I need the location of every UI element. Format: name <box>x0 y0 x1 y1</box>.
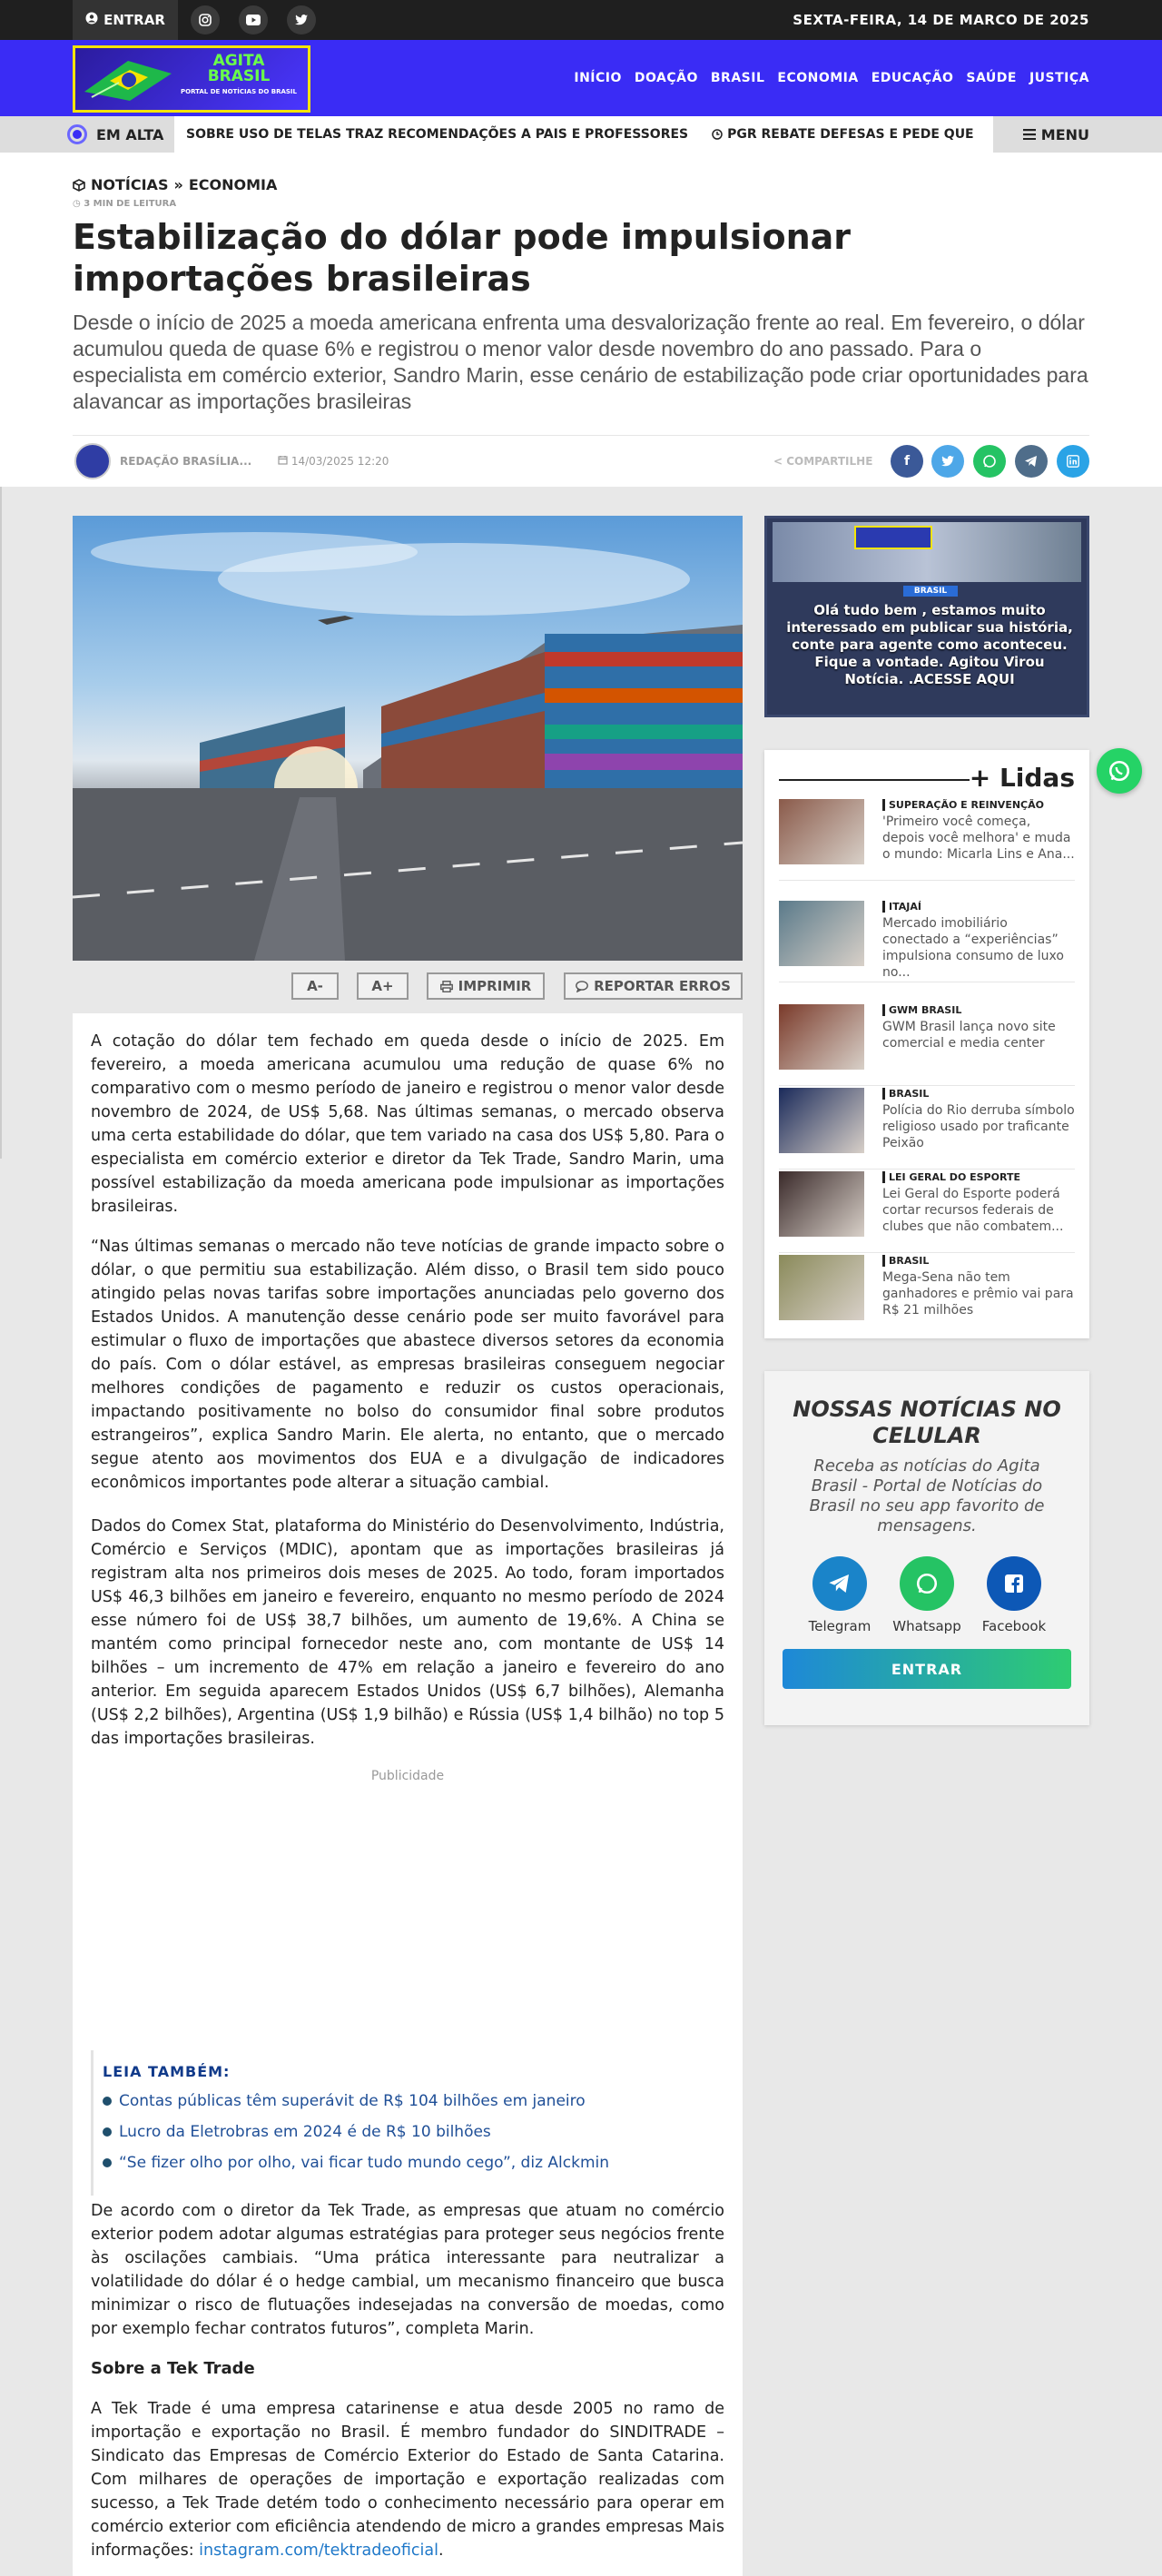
article-title: Estabilização do dólar pode impulsionar importações brasileiras <box>73 217 852 299</box>
user-icon <box>85 12 98 28</box>
share-label: < COMPARTILHE <box>773 455 873 468</box>
most-read-item[interactable]: GWM BRASIL GWM Brasil lança novo site comercial e media center <box>779 1004 1075 1086</box>
author-avatar[interactable] <box>74 443 111 479</box>
whatsapp-icon <box>900 1556 954 1611</box>
most-read-item[interactable]: BRASIL Polícia do Rio derruba símbolo religioso usado por traficante Peixão <box>779 1088 1075 1170</box>
menu-button[interactable]: MENU <box>1023 116 1089 153</box>
breadcrumb-separator: » <box>173 176 183 193</box>
site-logo[interactable] <box>73 45 310 113</box>
related-link[interactable]: “Se fizer olho por olho, vai ficar tudo mundo cego”, diz Alckmin <box>103 2154 609 2172</box>
login-button[interactable] <box>73 0 178 40</box>
sidebar-banner[interactable] <box>764 516 1089 717</box>
most-read-widget <box>764 750 1089 1338</box>
logo-subtitle: PORTAL DE NOTÍCIAS DO BRASIL <box>180 88 297 95</box>
publish-date: 14/03/2025 12:20 <box>278 455 389 468</box>
most-read-item[interactable]: SUPERAÇÃO E REINVENÇÃO 'Primeiro você começa, depois você melhora' e muda o mundo: Micarla Lins e Ana... <box>779 799 1075 881</box>
logo-mark-icon <box>83 55 173 104</box>
nav-item-inicio[interactable]: INÍCIO <box>574 71 622 85</box>
floating-whatsapp-icon[interactable] <box>1097 748 1142 794</box>
related-link[interactable]: Lucro da Eletrobras em 2024 é de R$ 10 bilhões <box>103 2123 491 2141</box>
print-icon <box>440 981 453 992</box>
main-nav <box>574 40 1089 116</box>
instagram-link[interactable]: instagram.com/tektradeoficial <box>199 2541 438 2560</box>
ad-label: Publicidade <box>370 1769 445 1783</box>
related-title: LEIA TAMBÉM: <box>103 2063 231 2080</box>
nav-item-economia[interactable]: ECONOMIA <box>777 71 859 85</box>
most-read-title: + Lidas <box>969 763 1075 793</box>
comment-icon <box>576 981 588 992</box>
telegram-icon <box>812 1556 867 1611</box>
facebook-share-icon[interactable]: f <box>891 445 923 478</box>
twitter-icon[interactable] <box>287 5 316 35</box>
clock-icon <box>712 129 723 140</box>
twitter-share-icon[interactable] <box>931 445 964 478</box>
article-paragraph: A cotação do dólar tem fechado em queda desde o início de 2025. Em fevereiro, a moeda americana acumulou uma redução de quase 6% no comparativo com o mesmo período de janeiro e registrou o menor valor desde novembro de 2024, de US$ 5,68. Nas últimas semanas, o mercado observa uma certa estabilidade do dólar, que tem variado na casa dos US$ 5,80. Para o especialista em comércio exterior e diretor da Tek Trade, Sandro Marin, uma possível estabilização da moeda americana pode impulsionar as importações brasileiras. <box>91 1032 724 1216</box>
breadcrumb-economia[interactable]: ECONOMIA <box>188 176 278 193</box>
whatsapp-app-button[interactable]: Whatsapp <box>886 1556 968 1634</box>
report-errors-button[interactable]: REPORTAR ERROS <box>564 972 743 1000</box>
most-read-item[interactable]: BRASIL Mega-Sena não tem ganhadores e prêmio vai para R$ 21 milhões <box>779 1255 1075 1337</box>
read-time: ◷ 3 MIN DE LEITURA <box>73 199 177 209</box>
facebook-icon <box>987 1556 1041 1611</box>
banner-text: Olá tudo bem , estamos muito interessado em publicar sua história, conte para agente como aconteceu. Fique a vontade. Agitou Virou Notícia. .ACESSE AQUI <box>786 602 1073 687</box>
facebook-app-button[interactable]: Facebook <box>973 1556 1055 1634</box>
instagram-icon[interactable] <box>191 5 220 35</box>
calendar-icon <box>278 455 288 465</box>
breadcrumb <box>73 176 277 193</box>
related-link[interactable]: Contas públicas têm superávit de R$ 104 bilhões em janeiro <box>103 2092 586 2110</box>
news-thumbnail <box>779 901 864 966</box>
article-lead: Desde o início de 2025 a moeda americana enfrenta uma desvalorização frente ao real. Em fevereiro, o dólar acumulou queda de quase 6% e registrou o menor valor desde novembro do ano passado. Para o especialista em comércio exterior, Sandro Marin, esse cenário de estabilização pode criar oportunidades para alavancar as importações brasileiras <box>73 311 1088 413</box>
news-thumbnail <box>779 1171 864 1237</box>
banner-brand: BRASIL <box>903 586 958 597</box>
font-increase-button[interactable]: A+ <box>357 972 409 1000</box>
telegram-share-icon[interactable] <box>1015 445 1048 478</box>
nav-item-saude[interactable]: SAÚDE <box>966 71 1017 85</box>
article-paragraph: Dados do Comex Stat, plataforma do Ministério do Desenvolvimento, Indústria, Comércio e Serviços (MDIC), apontam que as importações brasileiras já registram alta nos primeiros dois meses de 2025. Ao todo, foram importados US$ 46,3 bilhões em janeiro e fevereiro, enquanto no mesmo período de 2024 esse número foi de US$ 38,7 bilhões, um aumento de 19,6%. A China se mantém como principal fornecedor neste ano, com montante de US$ 14 bilhões – um incremento de 47% em relação a janeiro e fevereiro do ano anterior. Em seguida aparecem Estados Unidos (US$ 6,7 bilhões), Alemanha (US$ 2,2 bilhões), Argentina (US$ 1,9 bilhão) e Rússia (US$ 1,4 bilhão) no top 5 das importações brasileiras. <box>91 1517 724 1748</box>
subscribe-title: NOSSAS NOTÍCIAS NO CELULAR <box>793 1397 1061 1448</box>
breadcrumb-noticias[interactable]: NOTÍCIAS <box>91 176 169 193</box>
nav-item-doacao[interactable]: DOAÇÃO <box>634 71 698 85</box>
font-decrease-button[interactable]: A- <box>291 972 339 1000</box>
ticker-item[interactable]: SOBRE USO DE TELAS TRAZ RECOMENDAÇÕES A PAIS E PROFESSORES <box>186 127 689 142</box>
trending-label: EM ALTA <box>67 116 163 153</box>
news-thumbnail <box>779 1004 864 1070</box>
logo-title: AGITA BRASIL <box>207 52 271 85</box>
nav-item-brasil[interactable]: BRASIL <box>710 71 765 85</box>
most-read-item[interactable]: LEI GERAL DO ESPORTE Lei Geral do Esporte poderá cortar recursos federais de clubes que não combatem... <box>779 1171 1075 1253</box>
article-paragraph: “Nas últimas semanas o mercado não teve notícias de grande impacto sobre o dólar, o que permitiu sua estabilização. Além disso, o Brasil tem sido pouco atingido pelas novas tarifas sobre importações anunciadas pelo governo dos Estados Unidos. A manutenção desse cenário pode ser muito favorável para estimular o fluxo de importações que abastece diversos setores da economia do país. Com o dólar estável, as empresas brasileiras conseguem negociar melhores condições de pagamento e reduzir os custos operacionais, impactando positivamente no bolso do consumidor final sobre produtos estrangeiros”, explica Sandro Marin. Ele alerta, no entanto, que o mercado segue atento aos movimentos dos EUA e a divulgação de indicadores econômicos importantes pode alterar a situação cambial. <box>91 1238 724 1492</box>
related-articles <box>91 2050 724 2196</box>
news-thumbnail <box>779 799 864 864</box>
article-header <box>0 153 1162 487</box>
section-heading: Sobre a Tek Trade <box>91 2359 255 2378</box>
linkedin-share-icon[interactable] <box>1057 445 1089 478</box>
telegram-app-button[interactable]: Telegram <box>799 1556 881 1634</box>
article-body <box>73 1013 743 2576</box>
app-subscribe-widget <box>764 1371 1089 1725</box>
current-date: SEXTA-FEIRA, 14 DE MARCO DE 2025 <box>793 12 1089 28</box>
subscribe-button[interactable]: ENTRAR <box>783 1649 1071 1689</box>
login-label: ENTRAR <box>103 12 165 28</box>
hamburger-icon <box>1023 129 1036 140</box>
whatsapp-share-icon[interactable] <box>973 445 1006 478</box>
article-paragraph: De acordo com o diretor da Tek Trade, as empresas que atuam no comércio exterior podem adotar algumas estratégias para proteger seus negócios frente às oscilações cambiais. “Uma prática interessante para neutralizar a volatilidade do dólar é o hedge cambial, um mecanismo financeiro que busca minimizar o risco de flutuações indesejadas na conversão de moedas, como por exemplo fechar contratos futuros”, completa Marin. <box>91 2202 724 2338</box>
most-read-item[interactable]: ITAJAÍ Mercado imobiliário conectado a “experiências” impulsiona consumo de luxo no... <box>779 901 1075 982</box>
nav-item-justica[interactable]: JUSTIÇA <box>1029 71 1089 85</box>
nav-item-educacao[interactable]: EDUCAÇÃO <box>871 71 954 85</box>
top-bar <box>0 0 1162 40</box>
article-image <box>73 516 743 961</box>
youtube-icon[interactable] <box>239 5 268 35</box>
author-name[interactable]: REDAÇÃO BRASÍLIA... <box>120 455 252 468</box>
article-paragraph: A Tek Trade é uma empresa catarinense e atua desde 2005 no ramo de importação e exportação no Brasil. É membro fundador do SINDITRADE – Sindicato das Empresas de Comércio Exterior do Estado de Santa Catarina. Com milhares de operações de importação e exportação realizadas com sucesso, a Tek Trade detém todo o conhecimento necessário para operar em comércio exterior com eficiência atendendo de micro a grandes empresas Mais informações: instagram.com/tektradeoficial. <box>91 2400 724 2560</box>
trending-ticker <box>0 116 1162 153</box>
live-dot-icon <box>67 124 87 144</box>
ticker-item[interactable]: PGR REBATE DEFESAS E PEDE QUE <box>712 127 974 142</box>
containers-port-image <box>73 516 743 961</box>
news-thumbnail <box>779 1255 864 1320</box>
box-icon <box>73 179 85 192</box>
ticker-items <box>186 116 990 153</box>
print-button[interactable]: IMPRIMIR <box>427 972 545 1000</box>
subscribe-description: Receba as notícias do Agita Brasil - Portal de Notícias do Brasil no seu app favorito de mensagens. <box>809 1456 1045 1535</box>
news-thumbnail <box>779 1088 864 1153</box>
ad-slot[interactable] <box>91 1792 724 2010</box>
